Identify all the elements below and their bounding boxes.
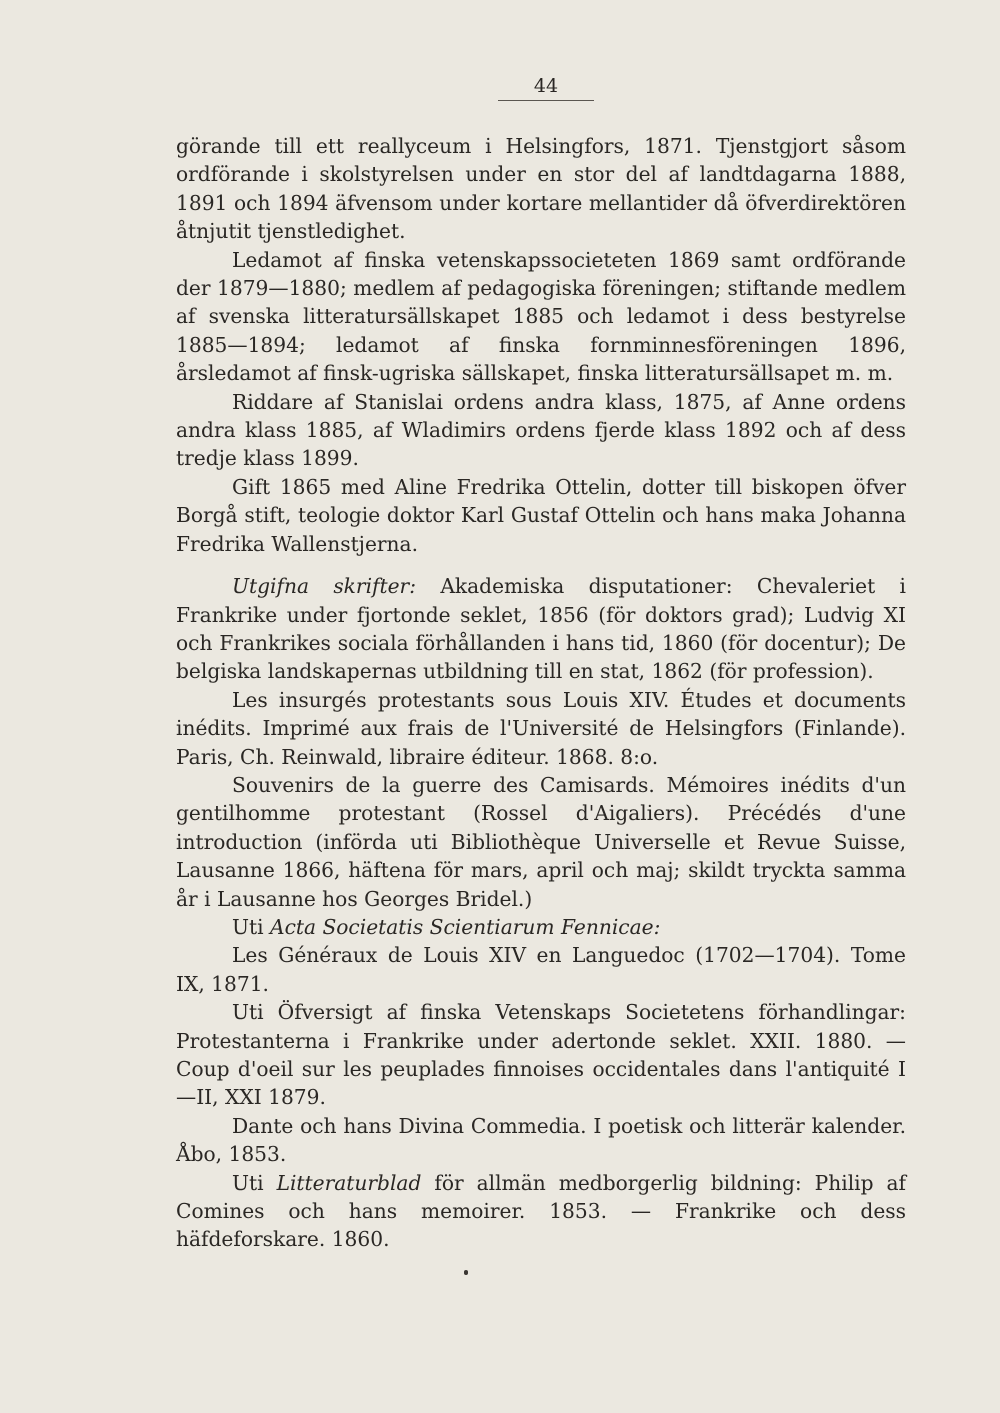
publications-heading: Utgifna skrifter: xyxy=(232,574,417,599)
paragraph-ofversigt: Uti Öfversigt af finska Vetenskaps Societetens förhandlingar: Protestanterna i Frankrike under adertonde seklet. XXII. 1880. — Coup d'oeil sur les peuplades finnoises occidentales dans l'antiquité I—II, XXI 1879. xyxy=(176,1000,906,1110)
paragraph-publications xyxy=(176,572,906,686)
paragraph-les-insurges: Les insurgés protestants sous Louis XIV. Études et documents inédits. Imprimé aux frais de l'Université de Helsingfors (Finlande). Paris, Ch. Reinwald, libraire éditeur. 1868. 8:o. xyxy=(176,687,906,769)
litteraturblad-prefix: Uti xyxy=(232,1170,277,1195)
paragraph-career-continued: görande till ett reallyceum i Helsingfors, 1871. Tjenstgjort såsom ordförande i skolstyrelsen under en stor del af landtdagarna 1888, 1891 och 1894 äfvensom under kortare mellantider då öfverdirektören åtnjutit tjenstledighet. xyxy=(176,134,906,244)
ink-speck xyxy=(464,1270,468,1275)
paragraph-souvenirs: Souvenirs de la guerre des Camisards. Mémoires inédits d'un gentilhomme protestant (Rossel d'Aigaliers). Précédés d'une introduction (införda uti Bibliothèque Universelle et Revue Suisse, Lausanne 1866, häftena för mars, april och maj; skildt tryckta samma år i Lausanne hos Georges Bridel.) xyxy=(176,772,906,911)
litteraturblad-text: för allmän medborgerlig bildning: Philip af Comines och hans memoirer. 1853. — Frankrike och dess häfdeforskare. 1860. xyxy=(176,1170,907,1252)
acta-title: Acta Societatis Scientiarum Fennicae: xyxy=(270,914,661,939)
litteraturblad-title: Litteraturblad xyxy=(276,1170,422,1195)
page-number: 44 xyxy=(533,75,559,97)
paragraph-litteraturblad xyxy=(176,1169,906,1254)
body-text xyxy=(176,132,906,1254)
paragraph-acta-heading xyxy=(176,913,906,941)
paragraph-memberships: Ledamot af finska vetenskapssocieteten 1869 samt ordförande der 1879—1880; medlem af pedagogiska föreningen; stiftande medlem af svenska litteratursällskapet 1885 och ledamot i dess bestyrelse 1885—1894; ledamot af finska fornminnesföreningen 1896, årsledamot af finsk-ugriska sällskapet, finska litteratursällsapet m. m. xyxy=(176,247,906,386)
page-header xyxy=(498,74,594,101)
paragraph-marriage: Gift 1865 med Aline Fredrika Ottelin, dotter till biskopen öfver Borgå stift, teologie doktor Karl Gustaf Ottelin och hans maka Johanna Fredrika Wallenstjerna. xyxy=(176,474,906,556)
paragraph-generaux: Les Généraux de Louis XIV en Languedoc (1702—1704). Tome IX, 1871. xyxy=(176,943,906,996)
paragraph-dante: Dante och hans Divina Commedia. I poetisk och litterär kalender. Åbo, 1853. xyxy=(176,1113,906,1167)
paragraph-orders: Riddare af Stanislai ordens andra klass, 1875, af Anne ordens andra klass 1885, af Wladimirs ordens fjerde klass 1892 och af dess tredje klass 1899. xyxy=(176,389,906,471)
acta-prefix: Uti xyxy=(232,914,270,939)
header-rule xyxy=(498,100,594,101)
publications-dissertations: Akademiska disputationer: Chevaleriet i Frankrike under fjortonde seklet, 1856 (för doktors grad); Ludvig XI och Frankrikes sociala förhållanden i hans tid, 1860 (för docentur); De belgiska landskapernas utbildning till en stat, 1862 (för profession). xyxy=(176,574,906,684)
